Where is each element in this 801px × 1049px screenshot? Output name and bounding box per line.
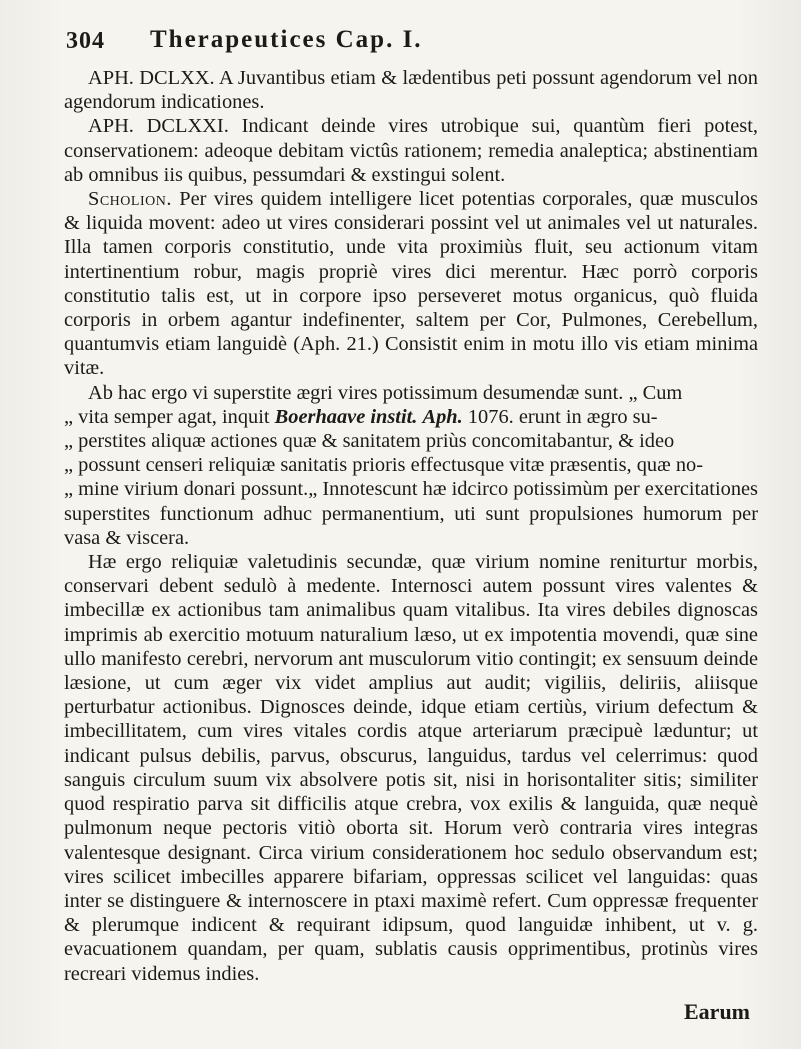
quote-line-citation: „ vita semper agat, inquit Boerhaave instit. Aph. 1076. erunt in ægro su- [64,405,658,428]
catchword: Earum [684,999,750,1024]
quote-line: „ possunt censeri reliquiæ sanitatis prioris effectusque vitæ præsentis, quæ no- [64,454,703,477]
scholion-paragraph [64,187,758,381]
aphorism-671: APH. DCLXXI. Indicant deinde vires utrobique sui, quantùm fieri potest, conservationem: adeoque debitam victûs rationem; remedia analeptica; abstinentiam ab omnibus iis quibus, pessumdari & exstingui solent. [64,115,758,186]
citation-ref: Aph. [422,405,463,428]
page-number: 304 [66,28,105,54]
aphorism-670: APH. DCLXX. A Juvantibus etiam & lædentibus peti possunt agendorum vel non agendorum indicationes. [64,67,758,114]
scholion-text: Per vires quidem intelligere licet potentias corporales, quæ musculos & liquida movent: adeo ut vires considerari possint vel ut animales vel ut naturales. Illa tamen corporis constitutio, unde vita proximiùs fluit, seu actionum vitam intertinentium robur, magis propriè vires dici merentur. Hæc porrò corporis constitutio talis est, ut in corpore ipso perseveret motus organicus, quò fluida corporis in orbem agantur indefinenter, saltem per Cor, Pulmones, Cerebellum, quantumvis etiam languidè (Aph. 21.) Consistit enim in motu illo vis etiam minima vitæ. [64,188,758,380]
running-title: Therapeutices Cap. I. [150,26,423,53]
vires-paragraph: Hæ ergo reliquiæ valetudinis secundæ, quæ virium nomine reniturtur morbis, conservari debent sedulò à medente. Internosci autem possunt vires valentes & imbecillæ ex actionibus tam animalibus quam vitalibus. Ita vires debiles dignoscas imprimis ab exercitio motuum naturalium læso, ut ex impotentia movendi, quæ sine ullo manifesto cerebri, nervorum ant musculorum vitio contingit; ex sensuum deinde læsione, ut cum æger vix videt amplius aut audit; vigiliis, deliriis, aliisque perturbatur actionibus. Dignosces deinde, idque etiam certiùs, virium defectum & imbecillitatem, cum vires vitales cordis atque arteriarum præcipuè læduntur; ut indicant pulsus debilis, parvus, obscurus, languidus, tardus vel celerrimus: quod sanguis circulum suum vix absolvere potis sit, nisi in horisontaliter sitis; similiter quod respiratio parva sit difficilis atque crebra, vox exilis & languida, quæ nequè pulmonum neque pectoris vitiò oborta sit. Horum verò contraria vires integras valentesque designant. Circa virium considerationem hoc sedulo observandum est; vires scilicet imbecilles apparere bifariam, oppressas scilicet vel languidas: quas inter se distinguere & internoscere in ptaxi maximè refert. Cum oppressæ frequenter & plerumque indicent & requirant idipsum, quod languidæ inhibent, ut v. g. evacuationem quandam, per quam, sublatis causis opprimentibus, protinùs vires recreari videmus indies. [64,551,758,985]
quote-intro: Ab hac ergo vi superstite ægri vires potissimum desumendæ sunt. „ Cum [88,381,683,404]
body-text [64,66,758,986]
quote-line-end: „ mine virium donari possunt.„ Innotescunt hæ idcirco potissimùm per exercitationes superstites functionum adhuc permanentium, uti sunt propulsiones humorum per vasa & viscera. [64,478,758,549]
page-header [66,22,766,62]
citation-author: Boerhaave instit. [274,405,418,428]
quote-line: „ perstites aliquæ actiones quæ & sanitatem priùs concomitabantur, & ideo [64,430,675,453]
scholion-label: Scholion. [88,188,172,211]
